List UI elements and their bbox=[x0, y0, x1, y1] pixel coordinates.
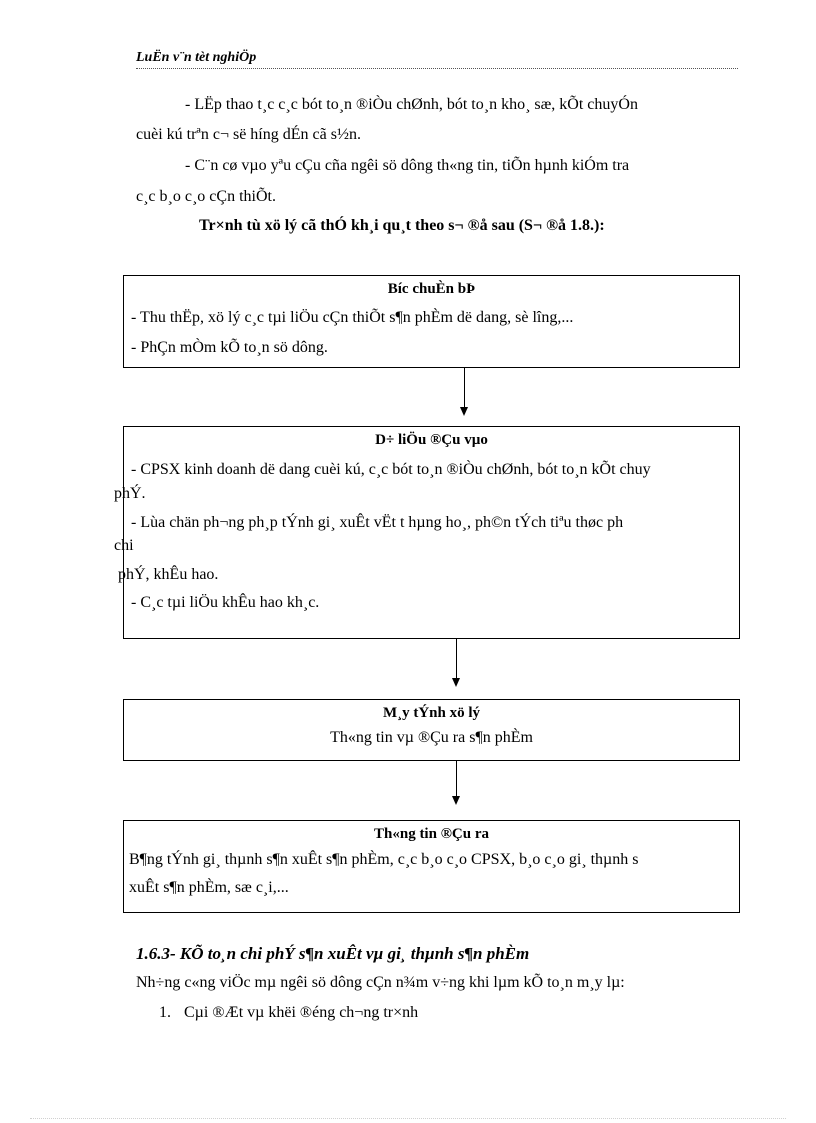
flow-box-line: - PhÇn mÒm kÕ to¸n sö dông. bbox=[131, 339, 328, 356]
bullet-2-line-2: c¸c b¸o c¸o cÇn thiÕt. bbox=[136, 188, 276, 205]
arrow-down-icon bbox=[452, 678, 460, 687]
arrow-down-icon bbox=[460, 407, 468, 416]
flow-box-preparation bbox=[123, 275, 740, 368]
list-item-number: 1. bbox=[159, 1004, 171, 1021]
flow-box-line: phÝ, khÊu hao. bbox=[118, 566, 219, 583]
page-header-title: LuËn v¨n tèt nghiÖp bbox=[136, 50, 257, 65]
flow-box-line: - Thu thËp, xö lý c¸c tµi liÖu cÇn thiÕt s¶n phÈm dë dang, sè lîng,... bbox=[131, 309, 574, 326]
flow-box-subtitle: Th«ng tin vµ ®Çu ra s¶n phÈm bbox=[330, 729, 533, 746]
flow-box-title: Bíc chuÈn bÞ bbox=[387, 281, 476, 297]
list-item-text: Cµi ®Æt vµ khëi ®éng ch¬ng tr×nh bbox=[184, 1004, 419, 1021]
flow-box-output bbox=[123, 820, 740, 913]
flow-box-line: phÝ. bbox=[114, 485, 146, 502]
flow-box-line: chi bbox=[114, 537, 134, 554]
flow-box-processing bbox=[123, 699, 740, 761]
header-divider bbox=[136, 68, 738, 69]
flow-box-line: - CPSX kinh doanh dë dang cuèi kú, c¸c bót to¸n ®iÒu chØnh, bót to¸n kÕt chuy bbox=[131, 461, 651, 478]
flow-box-title: Th«ng tin ®Çu ra bbox=[374, 826, 489, 842]
bullet-1-line-1: - LËp thao t¸c c¸c bót to¸n ®iÒu chØnh, bót to¸n kho¸ sæ, kÕt chuyÓn bbox=[185, 96, 638, 113]
section-heading: 1.6.3- KÕ to¸n chi phÝ s¶n xuÊt vµ gi¸ thµnh s¶n phÈm bbox=[136, 944, 530, 963]
diagram-caption: Tr×nh tù xö lý cã thÓ kh¸i qu¸t theo s¬ ®å sau (S¬ ®å 1.8.): bbox=[199, 217, 605, 234]
flow-box-line: - C¸c tµi liÖu khÊu hao kh¸c. bbox=[131, 594, 320, 611]
flow-arrow-line bbox=[456, 760, 457, 798]
section-intro: Nh÷ng c«ng viÖc mµ ngêi sö dông cÇn n¾m v÷ng khi lµm kÕ to¸n m¸y lµ: bbox=[136, 974, 625, 991]
flow-box-line: B¶ng tÝnh gi¸ thµnh s¶n xuÊt s¶n phÈm, c¸c b¸o c¸o CPSX, b¸o c¸o gi¸ thµnh s bbox=[129, 851, 639, 868]
flow-arrow-line bbox=[456, 638, 457, 680]
bullet-2-line-1: - C¨n cø vµo yªu cÇu cña ngêi sö dông th«ng tin, tiÕn hµnh kiÓm tra bbox=[185, 157, 630, 174]
flow-box-input-data bbox=[114, 426, 740, 639]
flow-box-title: D÷ liÖu ®Çu vµo bbox=[375, 432, 488, 448]
footer-divider bbox=[30, 1118, 786, 1119]
bullet-1-line-2: cuèi kú trªn c¬ së híng dÉn cã s½n. bbox=[136, 126, 361, 143]
arrow-down-icon bbox=[452, 796, 460, 805]
flow-box-line: xuÊt s¶n phÈm, sæ c¸i,... bbox=[129, 879, 289, 896]
flow-box-title: M¸y tÝnh xö lý bbox=[382, 705, 481, 721]
flow-box-line: - Lùa chän ph¬ng ph¸p tÝnh gi¸ xuÊt vËt t hµng ho¸, ph©n tÝch tiªu thøc ph bbox=[131, 514, 624, 531]
flow-arrow-line bbox=[464, 367, 465, 409]
